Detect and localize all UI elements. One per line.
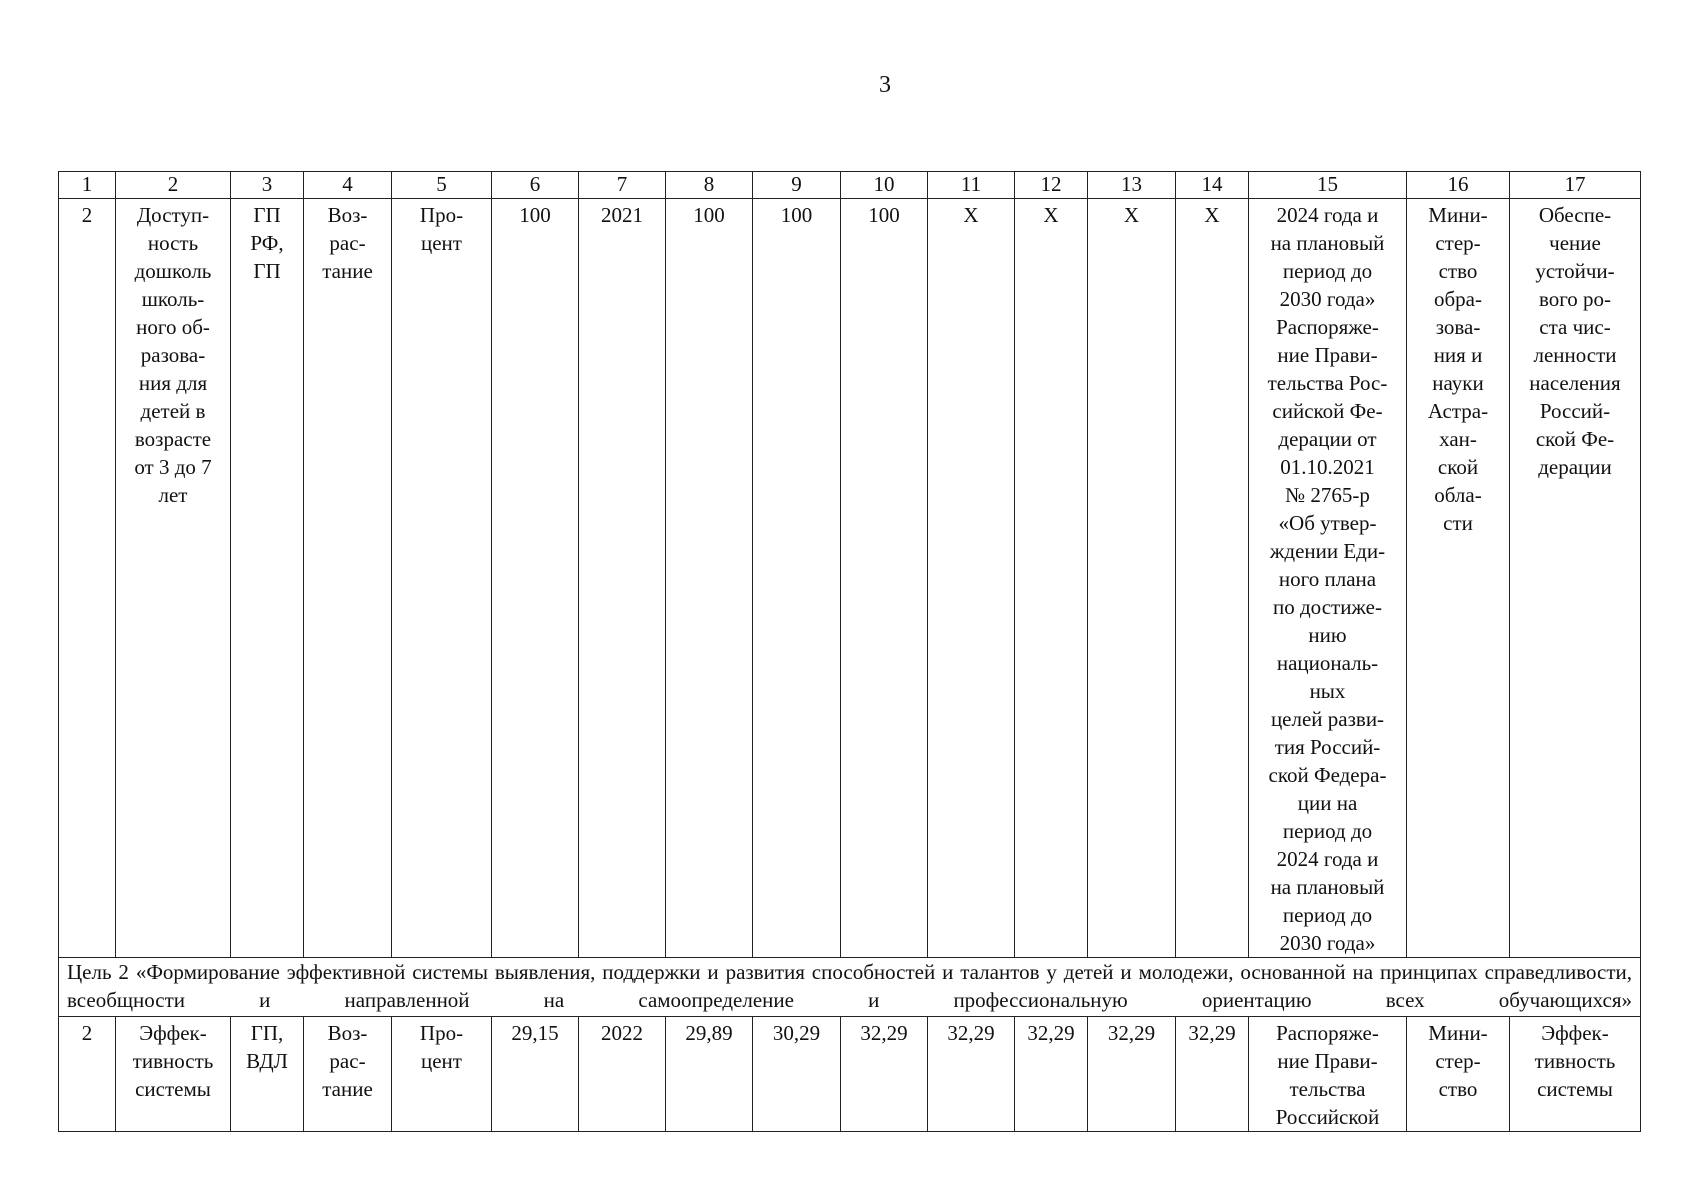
- table-cell: Воз- рас- тание: [304, 199, 392, 958]
- table-cell: 2024 года и на плановый период до 2030 года» Распоряже- ние Прави- тельства Рос- сийской Фе- дерации от 01.10.2021 № 2765-р «Об утвер- ждении Еди- ного плана по достиже- нию националь- ных целей разви- тия Россий- ской Федера- ции на период до 2024 года и на плановый период до 2030 года»: [1249, 199, 1407, 958]
- column-number: 6: [492, 172, 579, 199]
- column-number: 12: [1015, 172, 1088, 199]
- table-cell: 2021: [579, 199, 666, 958]
- goal-text: Цель 2 «Формирование эффективной системы выявления, поддержки и развития способностей и талантов у детей и молодежи, основанной на принципах справедливости, всеобщности и направленной на самоопределение и профессиональную ориентацию всех обучающихся»: [59, 958, 1641, 1017]
- table-cell: 32,29: [841, 1017, 928, 1132]
- table-cell: 100: [841, 199, 928, 958]
- table-cell: 32,29: [928, 1017, 1015, 1132]
- column-number-row: [59, 172, 1641, 199]
- column-number: 3: [231, 172, 304, 199]
- column-number: 8: [666, 172, 753, 199]
- indicator-table: [58, 171, 1641, 1132]
- column-number: 11: [928, 172, 1015, 199]
- column-number: 10: [841, 172, 928, 199]
- table-cell: 29,89: [666, 1017, 753, 1132]
- table-cell: 2: [59, 1017, 116, 1132]
- column-number: 15: [1249, 172, 1407, 199]
- table-cell: 100: [753, 199, 841, 958]
- column-number: 7: [579, 172, 666, 199]
- table-row: [59, 199, 1641, 958]
- table-cell: 32,29: [1176, 1017, 1249, 1132]
- column-number: 17: [1510, 172, 1641, 199]
- table-cell: 2022: [579, 1017, 666, 1132]
- table-cell: 100: [666, 199, 753, 958]
- table-cell: Х: [1088, 199, 1176, 958]
- table-cell: Доступ- ность дошколь школь- ного об- разова- ния для детей в возрасте от 3 до 7 лет: [116, 199, 231, 958]
- column-number: 4: [304, 172, 392, 199]
- table-cell: 32,29: [1015, 1017, 1088, 1132]
- table-cell: 2: [59, 199, 116, 958]
- column-number: 2: [116, 172, 231, 199]
- table-cell: Обеспе- чение устойчи- вого ро- ста чис- ленности населения Россий- ской Фе- дерации: [1510, 199, 1641, 958]
- table-cell: Х: [1176, 199, 1249, 958]
- table-cell: Мини- стер- ство обра- зова- ния и науки Астра- хан- ской обла- сти: [1407, 199, 1510, 958]
- page-number: 3: [879, 72, 891, 98]
- table-cell: Эффек- тивность системы: [116, 1017, 231, 1132]
- column-number: 13: [1088, 172, 1176, 199]
- table-cell: Воз- рас- тание: [304, 1017, 392, 1132]
- column-number: 5: [392, 172, 492, 199]
- column-number: 16: [1407, 172, 1510, 199]
- table-cell: 30,29: [753, 1017, 841, 1132]
- column-number: 9: [753, 172, 841, 199]
- column-number: 14: [1176, 172, 1249, 199]
- table-cell: Распоряже- ние Прави- тельства Российской: [1249, 1017, 1407, 1132]
- column-number: 1: [59, 172, 116, 199]
- table-cell: Про- цент: [392, 199, 492, 958]
- table-cell: 100: [492, 199, 579, 958]
- table-cell: ГП, ВДЛ: [231, 1017, 304, 1132]
- table-cell: ГП РФ, ГП: [231, 199, 304, 958]
- goal-row: [59, 958, 1641, 1017]
- table-row: [59, 1017, 1641, 1132]
- table-cell: Про- цент: [392, 1017, 492, 1132]
- table-cell: 32,29: [1088, 1017, 1176, 1132]
- table-cell: 29,15: [492, 1017, 579, 1132]
- table-cell: Эффек- тивность системы: [1510, 1017, 1641, 1132]
- table-cell: Х: [928, 199, 1015, 958]
- table-cell: Мини- стер- ство: [1407, 1017, 1510, 1132]
- table-cell: Х: [1015, 199, 1088, 958]
